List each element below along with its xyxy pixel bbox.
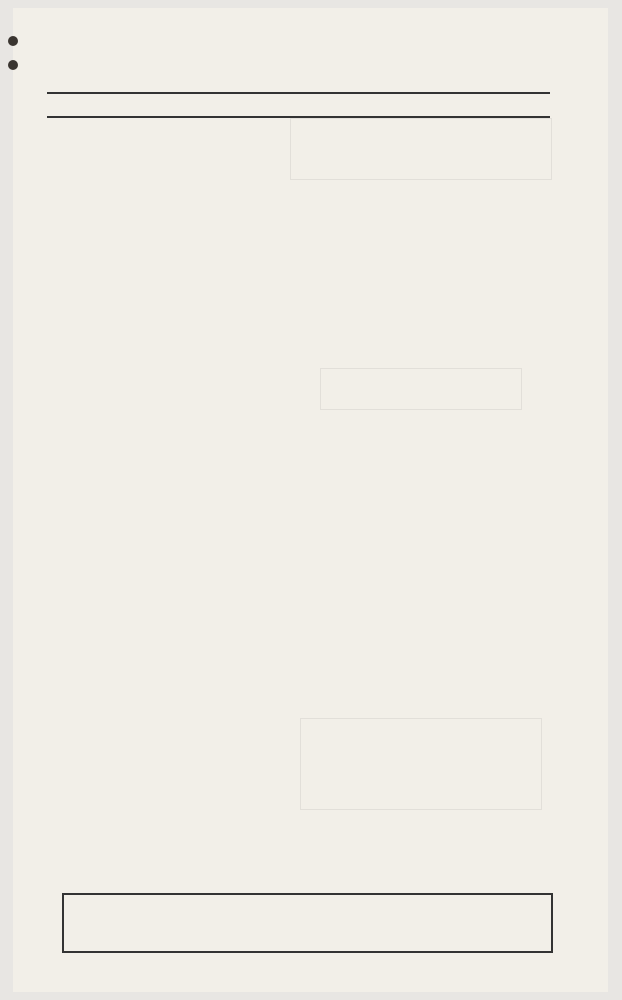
dialing-instruction-banner <box>47 92 550 118</box>
advertisement-box <box>62 893 553 953</box>
binding-holes <box>8 36 22 86</box>
show-through-text <box>290 118 550 888</box>
binding-hole <box>8 60 18 70</box>
binding-hole <box>8 36 18 46</box>
